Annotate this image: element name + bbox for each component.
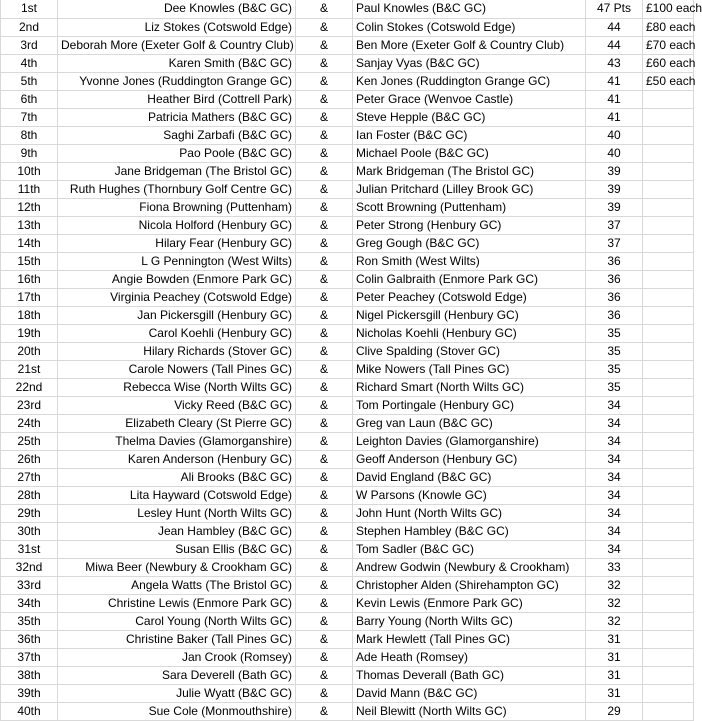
player-two-cell[interactable]: Stephen Hambley (B&C GC)	[353, 522, 586, 540]
ampersand-cell[interactable]: &	[296, 180, 353, 198]
prize-cell[interactable]	[643, 234, 694, 252]
ampersand-cell[interactable]: &	[296, 576, 353, 594]
table-row	[1, 522, 694, 540]
table-row	[1, 396, 694, 414]
position-cell[interactable]: 22nd	[1, 378, 58, 396]
player-one-cell[interactable]: Yvonne Jones (Ruddington Grange GC)	[58, 72, 296, 90]
position-cell[interactable]: 28th	[1, 486, 58, 504]
prize-cell[interactable]	[643, 648, 694, 666]
position-cell[interactable]: 30th	[1, 522, 58, 540]
prize-cell[interactable]	[643, 630, 694, 648]
player-one-cell[interactable]: Ali Brooks (B&C GC)	[58, 468, 296, 486]
points-cell[interactable]: 39	[586, 198, 643, 216]
player-two-cell[interactable]: Ade Heath (Romsey)	[353, 648, 586, 666]
player-one-cell[interactable]: Christine Lewis (Enmore Park GC)	[58, 594, 296, 612]
points-cell[interactable]: 44	[586, 18, 643, 36]
ampersand-cell[interactable]: &	[296, 288, 353, 306]
table-row	[1, 54, 694, 72]
position-cell[interactable]: 12th	[1, 198, 58, 216]
points-cell[interactable]: 39	[586, 180, 643, 198]
player-one-cell[interactable]: Patricia Mathers (B&C GC)	[58, 108, 296, 126]
ampersand-cell[interactable]: &	[296, 162, 353, 180]
points-cell[interactable]: 40	[586, 144, 643, 162]
prize-cell[interactable]	[643, 486, 694, 504]
ampersand-cell[interactable]: &	[296, 522, 353, 540]
player-two-cell[interactable]: Christopher Alden (Shirehampton GC)	[353, 576, 586, 594]
player-two-cell[interactable]: Scott Browning (Puttenham)	[353, 198, 586, 216]
prize-cell[interactable]	[643, 306, 694, 324]
points-cell[interactable]: 37	[586, 216, 643, 234]
player-two-cell[interactable]: Ken Jones (Ruddington Grange GC)	[353, 72, 586, 90]
prize-cell[interactable]	[643, 108, 694, 126]
player-one-cell[interactable]: Ruth Hughes (Thornbury Golf Centre GC)	[58, 180, 296, 198]
player-two-cell[interactable]: Leighton Davies (Glamorganshire)	[353, 432, 586, 450]
position-cell[interactable]: 9th	[1, 144, 58, 162]
table-row	[1, 288, 694, 306]
position-cell[interactable]: 31st	[1, 540, 58, 558]
player-one-cell[interactable]: Heather Bird (Cottrell Park)	[58, 90, 296, 108]
points-cell[interactable]: 41	[586, 108, 643, 126]
player-one-cell[interactable]: Fiona Browning (Puttenham)	[58, 198, 296, 216]
table-row	[1, 216, 694, 234]
table-row	[1, 558, 694, 576]
table-row	[1, 162, 694, 180]
player-one-cell[interactable]: Sue Cole (Monmouthshire)	[58, 702, 296, 720]
player-one-cell[interactable]: Miwa Beer (Newbury & Crookham GC)	[58, 558, 296, 576]
prize-cell[interactable]	[643, 270, 694, 288]
position-cell[interactable]: 37th	[1, 648, 58, 666]
table-row	[1, 432, 694, 450]
points-cell[interactable]: 35	[586, 342, 643, 360]
player-two-cell[interactable]: Neil Blewitt (North Wilts GC)	[353, 702, 586, 720]
points-cell[interactable]: 34	[586, 468, 643, 486]
player-one-cell[interactable]: Jean Hambley (B&C GC)	[58, 522, 296, 540]
player-one-cell[interactable]: Susan Ellis (B&C GC)	[58, 540, 296, 558]
ampersand-cell[interactable]: &	[296, 558, 353, 576]
points-cell[interactable]: 32	[586, 576, 643, 594]
prize-cell[interactable]	[643, 324, 694, 342]
player-one-cell[interactable]: Nicola Holford (Henbury GC)	[58, 216, 296, 234]
position-cell[interactable]: 21st	[1, 360, 58, 378]
table-row	[1, 594, 694, 612]
table-row	[1, 144, 694, 162]
player-two-cell[interactable]: W Parsons (Knowle GC)	[353, 486, 586, 504]
table-row	[1, 270, 694, 288]
table-row	[1, 684, 694, 702]
player-one-cell[interactable]: Jan Crook (Romsey)	[58, 648, 296, 666]
points-cell[interactable]: 41	[586, 72, 643, 90]
prize-cell[interactable]	[643, 684, 694, 702]
ampersand-cell[interactable]: &	[296, 234, 353, 252]
ampersand-cell[interactable]: &	[296, 306, 353, 324]
ampersand-cell[interactable]: &	[296, 90, 353, 108]
player-two-cell[interactable]: Nigel Pickersgill (Henbury GC)	[353, 306, 586, 324]
ampersand-cell[interactable]: &	[296, 324, 353, 342]
points-cell[interactable]: 35	[586, 324, 643, 342]
table-row	[1, 252, 694, 270]
ampersand-cell[interactable]: &	[296, 216, 353, 234]
points-cell[interactable]: 37	[586, 234, 643, 252]
ampersand-cell[interactable]: &	[296, 702, 353, 720]
player-two-cell[interactable]: Kevin Lewis (Enmore Park GC)	[353, 594, 586, 612]
table-row	[1, 72, 694, 90]
prize-cell[interactable]	[643, 252, 694, 270]
player-one-cell[interactable]: Lita Hayward (Cotswold Edge)	[58, 486, 296, 504]
points-cell[interactable]: 47 Pts	[586, 0, 643, 18]
player-two-cell[interactable]: David England (B&C GC)	[353, 468, 586, 486]
prize-cell[interactable]	[643, 414, 694, 432]
player-one-cell[interactable]: Virginia Peachey (Cotswold Edge)	[58, 288, 296, 306]
player-two-cell[interactable]: Paul Knowles (B&C GC)	[353, 0, 586, 18]
points-cell[interactable]: 32	[586, 594, 643, 612]
points-cell[interactable]: 34	[586, 486, 643, 504]
points-cell[interactable]: 31	[586, 684, 643, 702]
prize-cell[interactable]: £80 each	[643, 18, 694, 36]
table-row	[1, 90, 694, 108]
table-row	[1, 414, 694, 432]
player-two-cell[interactable]: Steve Hepple (B&C GC)	[353, 108, 586, 126]
player-two-cell[interactable]: Peter Strong (Henbury GC)	[353, 216, 586, 234]
player-one-cell[interactable]: Angela Watts (The Bristol GC)	[58, 576, 296, 594]
points-cell[interactable]: 34	[586, 522, 643, 540]
ampersand-cell[interactable]: &	[296, 630, 353, 648]
position-cell[interactable]: 3rd	[1, 36, 58, 54]
prize-cell[interactable]	[643, 666, 694, 684]
player-one-cell[interactable]: Christine Baker (Tall Pines GC)	[58, 630, 296, 648]
ampersand-cell[interactable]: &	[296, 594, 353, 612]
table-row	[1, 126, 694, 144]
player-one-cell[interactable]: Thelma Davies (Glamorganshire)	[58, 432, 296, 450]
player-one-cell[interactable]: Vicky Reed (B&C GC)	[58, 396, 296, 414]
player-one-cell[interactable]: Hilary Richards (Stover GC)	[58, 342, 296, 360]
position-cell[interactable]: 25th	[1, 432, 58, 450]
ampersand-cell[interactable]: &	[296, 72, 353, 90]
prize-cell[interactable]: £70 each	[643, 36, 694, 54]
position-cell[interactable]: 2nd	[1, 18, 58, 36]
player-two-cell[interactable]: Colin Galbraith (Enmore Park GC)	[353, 270, 586, 288]
player-one-cell[interactable]: Pao Poole (B&C GC)	[58, 144, 296, 162]
prize-cell[interactable]	[643, 468, 694, 486]
player-two-cell[interactable]: Tom Portingale (Henbury GC)	[353, 396, 586, 414]
player-two-cell[interactable]: Mark Hewlett (Tall Pines GC)	[353, 630, 586, 648]
position-cell[interactable]: 18th	[1, 306, 58, 324]
table-row	[1, 342, 694, 360]
points-cell[interactable]: 29	[586, 702, 643, 720]
position-cell[interactable]: 35th	[1, 612, 58, 630]
ampersand-cell[interactable]: &	[296, 252, 353, 270]
table-row	[1, 576, 694, 594]
position-cell[interactable]: 27th	[1, 468, 58, 486]
player-one-cell[interactable]: Saghi Zarbafi (B&C GC)	[58, 126, 296, 144]
points-cell[interactable]: 36	[586, 306, 643, 324]
prize-cell[interactable]	[643, 540, 694, 558]
ampersand-cell[interactable]: &	[296, 486, 353, 504]
player-one-cell[interactable]: Carole Nowers (Tall Pines GC)	[58, 360, 296, 378]
table-row	[1, 360, 694, 378]
position-cell[interactable]: 29th	[1, 504, 58, 522]
ampersand-cell[interactable]: &	[296, 396, 353, 414]
player-two-cell[interactable]: David Mann (B&C GC)	[353, 684, 586, 702]
player-one-cell[interactable]: Sara Deverell (Bath GC)	[58, 666, 296, 684]
table-row	[1, 540, 694, 558]
table-row	[1, 378, 694, 396]
player-two-cell[interactable]: Nicholas Koehli (Henbury GC)	[353, 324, 586, 342]
points-cell[interactable]: 34	[586, 396, 643, 414]
table-row	[1, 450, 694, 468]
ampersand-cell[interactable]: &	[296, 684, 353, 702]
player-one-cell[interactable]: Karen Smith (B&C GC)	[58, 54, 296, 72]
position-cell[interactable]: 5th	[1, 72, 58, 90]
prize-cell[interactable]	[643, 180, 694, 198]
player-one-cell[interactable]: Lesley Hunt (North Wilts GC)	[58, 504, 296, 522]
prize-cell[interactable]	[643, 504, 694, 522]
player-two-cell[interactable]: Geoff Anderson (Henbury GC)	[353, 450, 586, 468]
prize-cell[interactable]	[643, 702, 694, 720]
ampersand-cell[interactable]: &	[296, 126, 353, 144]
position-cell[interactable]: 39th	[1, 684, 58, 702]
player-two-cell[interactable]: Ben More (Exeter Golf & Country Club)	[353, 36, 586, 54]
ampersand-cell[interactable]: &	[296, 378, 353, 396]
player-two-cell[interactable]: Greg Gough (B&C GC)	[353, 234, 586, 252]
ampersand-cell[interactable]: &	[296, 450, 353, 468]
points-cell[interactable]: 36	[586, 270, 643, 288]
points-cell[interactable]: 34	[586, 432, 643, 450]
points-cell[interactable]: 31	[586, 648, 643, 666]
position-cell[interactable]: 13th	[1, 216, 58, 234]
player-two-cell[interactable]: Peter Grace (Wenvoe Castle)	[353, 90, 586, 108]
ampersand-cell[interactable]: &	[296, 342, 353, 360]
position-cell[interactable]: 26th	[1, 450, 58, 468]
table-row	[1, 234, 694, 252]
ampersand-cell[interactable]: &	[296, 432, 353, 450]
points-cell[interactable]: 34	[586, 414, 643, 432]
prize-cell[interactable]	[643, 612, 694, 630]
table-row	[1, 36, 694, 54]
ampersand-cell[interactable]: &	[296, 360, 353, 378]
table-row	[1, 666, 694, 684]
prize-cell[interactable]	[643, 594, 694, 612]
player-two-cell[interactable]: Michael Poole (B&C GC)	[353, 144, 586, 162]
ampersand-cell[interactable]: &	[296, 108, 353, 126]
prize-cell[interactable]	[643, 342, 694, 360]
player-two-cell[interactable]: Barry Young (North Wilts GC)	[353, 612, 586, 630]
player-two-cell[interactable]: John Hunt (North Wilts GC)	[353, 504, 586, 522]
prize-cell[interactable]	[643, 450, 694, 468]
prize-cell[interactable]	[643, 396, 694, 414]
player-two-cell[interactable]: Greg van Laun (B&C GC)	[353, 414, 586, 432]
table-row	[1, 198, 694, 216]
position-cell[interactable]: 10th	[1, 162, 58, 180]
position-cell[interactable]: 7th	[1, 108, 58, 126]
prize-cell[interactable]	[643, 378, 694, 396]
table-row	[1, 486, 694, 504]
player-one-cell[interactable]: Jan Pickersgill (Henbury GC)	[58, 306, 296, 324]
player-one-cell[interactable]: Carol Koehli (Henbury GC)	[58, 324, 296, 342]
player-one-cell[interactable]: Elizabeth Cleary (St Pierre GC)	[58, 414, 296, 432]
player-one-cell[interactable]: Angie Bowden (Enmore Park GC)	[58, 270, 296, 288]
position-cell[interactable]: 34th	[1, 594, 58, 612]
position-cell[interactable]: 14th	[1, 234, 58, 252]
player-two-cell[interactable]: Peter Peachey (Cotswold Edge)	[353, 288, 586, 306]
prize-cell[interactable]	[643, 558, 694, 576]
player-two-cell[interactable]: Thomas Deverall (Bath GC)	[353, 666, 586, 684]
ampersand-cell[interactable]: &	[296, 666, 353, 684]
table-row	[1, 630, 694, 648]
player-two-cell[interactable]: Tom Sadler (B&C GC)	[353, 540, 586, 558]
player-one-cell[interactable]: Deborah More (Exeter Golf & Country Club)	[58, 36, 296, 54]
player-one-cell[interactable]: Jane Bridgeman (The Bristol GC)	[58, 162, 296, 180]
ampersand-cell[interactable]: &	[296, 36, 353, 54]
ampersand-cell[interactable]: &	[296, 18, 353, 36]
position-cell[interactable]: 20th	[1, 342, 58, 360]
prize-cell[interactable]: £60 each	[643, 54, 694, 72]
table-row	[1, 504, 694, 522]
results-table-body	[1, 0, 702, 720]
position-cell[interactable]: 6th	[1, 90, 58, 108]
prize-cell[interactable]	[643, 126, 694, 144]
position-cell[interactable]: 17th	[1, 288, 58, 306]
table-row	[1, 324, 694, 342]
points-cell[interactable]: 35	[586, 360, 643, 378]
ampersand-cell[interactable]: &	[296, 54, 353, 72]
prize-cell[interactable]	[643, 288, 694, 306]
player-two-cell[interactable]: Sanjay Vyas (B&C GC)	[353, 54, 586, 72]
player-one-cell[interactable]: L G Pennington (West Wilts)	[58, 252, 296, 270]
prize-cell[interactable]	[643, 162, 694, 180]
position-cell[interactable]: 23rd	[1, 396, 58, 414]
position-cell[interactable]: 8th	[1, 126, 58, 144]
prize-cell[interactable]	[643, 198, 694, 216]
ampersand-cell[interactable]: &	[296, 540, 353, 558]
position-cell[interactable]: 36th	[1, 630, 58, 648]
position-cell[interactable]: 38th	[1, 666, 58, 684]
prize-cell[interactable]	[643, 144, 694, 162]
position-cell[interactable]: 16th	[1, 270, 58, 288]
player-two-cell[interactable]: Julian Pritchard (Lilley Brook GC)	[353, 180, 586, 198]
position-cell[interactable]: 40th	[1, 702, 58, 720]
player-one-cell[interactable]: Carol Young (North Wilts GC)	[58, 612, 296, 630]
position-cell[interactable]: 11th	[1, 180, 58, 198]
points-cell[interactable]: 43	[586, 54, 643, 72]
player-one-cell[interactable]: Rebecca Wise (North Wilts GC)	[58, 378, 296, 396]
points-cell[interactable]: 31	[586, 630, 643, 648]
points-cell[interactable]: 34	[586, 450, 643, 468]
table-row	[1, 306, 694, 324]
ampersand-cell[interactable]: &	[296, 270, 353, 288]
ampersand-cell[interactable]: &	[296, 468, 353, 486]
prize-cell[interactable]	[643, 576, 694, 594]
player-two-cell[interactable]: Richard Smart (North Wilts GC)	[353, 378, 586, 396]
table-row	[1, 648, 694, 666]
player-two-cell[interactable]: Mark Bridgeman (The Bristol GC)	[353, 162, 586, 180]
table-row	[1, 612, 694, 630]
table-row	[1, 468, 694, 486]
player-two-cell[interactable]: Andrew Godwin (Newbury & Crookham)	[353, 558, 586, 576]
points-cell[interactable]: 34	[586, 504, 643, 522]
position-cell[interactable]: 33rd	[1, 576, 58, 594]
ampersand-cell[interactable]: &	[296, 144, 353, 162]
table-row	[1, 702, 694, 720]
player-two-cell[interactable]: Mike Nowers (Tall Pines GC)	[353, 360, 586, 378]
position-cell[interactable]: 4th	[1, 54, 58, 72]
points-cell[interactable]: 32	[586, 612, 643, 630]
points-cell[interactable]: 36	[586, 288, 643, 306]
prize-cell[interactable]	[643, 522, 694, 540]
points-cell[interactable]: 40	[586, 126, 643, 144]
points-cell[interactable]: 41	[586, 90, 643, 108]
table-row	[1, 108, 694, 126]
prize-cell[interactable]	[643, 216, 694, 234]
player-two-cell[interactable]: Clive Spalding (Stover GC)	[353, 342, 586, 360]
prize-cell[interactable]	[643, 90, 694, 108]
table-row	[1, 180, 694, 198]
player-one-cell[interactable]: Karen Anderson (Henbury GC)	[58, 450, 296, 468]
points-cell[interactable]: 36	[586, 252, 643, 270]
ampersand-cell[interactable]: &	[296, 198, 353, 216]
ampersand-cell[interactable]: &	[296, 504, 353, 522]
ampersand-cell[interactable]: &	[296, 0, 353, 18]
points-cell[interactable]: 39	[586, 162, 643, 180]
points-cell[interactable]: 34	[586, 540, 643, 558]
table-row	[1, 0, 694, 18]
ampersand-cell[interactable]: &	[296, 648, 353, 666]
points-cell[interactable]: 31	[586, 666, 643, 684]
points-cell[interactable]: 33	[586, 558, 643, 576]
position-cell[interactable]: 1st	[1, 0, 58, 18]
position-cell[interactable]: 24th	[1, 414, 58, 432]
player-one-cell[interactable]: Liz Stokes (Cotswold Edge)	[58, 18, 296, 36]
prize-cell[interactable]	[643, 360, 694, 378]
position-cell[interactable]: 15th	[1, 252, 58, 270]
player-one-cell[interactable]: Hilary Fear (Henbury GC)	[58, 234, 296, 252]
table-row	[1, 18, 694, 36]
position-cell[interactable]: 19th	[1, 324, 58, 342]
player-two-cell[interactable]: Ian Foster (B&C GC)	[353, 126, 586, 144]
player-one-cell[interactable]: Dee Knowles (B&C GC)	[58, 0, 296, 18]
prize-cell[interactable]: £100 each	[643, 0, 694, 18]
ampersand-cell[interactable]: &	[296, 612, 353, 630]
player-two-cell[interactable]: Colin Stokes (Cotswold Edge)	[353, 18, 586, 36]
player-one-cell[interactable]: Julie Wyatt (B&C GC)	[58, 684, 296, 702]
points-cell[interactable]: 35	[586, 378, 643, 396]
player-two-cell[interactable]: Ron Smith (West Wilts)	[353, 252, 586, 270]
points-cell[interactable]: 44	[586, 36, 643, 54]
position-cell[interactable]: 32nd	[1, 558, 58, 576]
prize-cell[interactable]: £50 each	[643, 72, 694, 90]
prize-cell[interactable]	[643, 432, 694, 450]
ampersand-cell[interactable]: &	[296, 414, 353, 432]
